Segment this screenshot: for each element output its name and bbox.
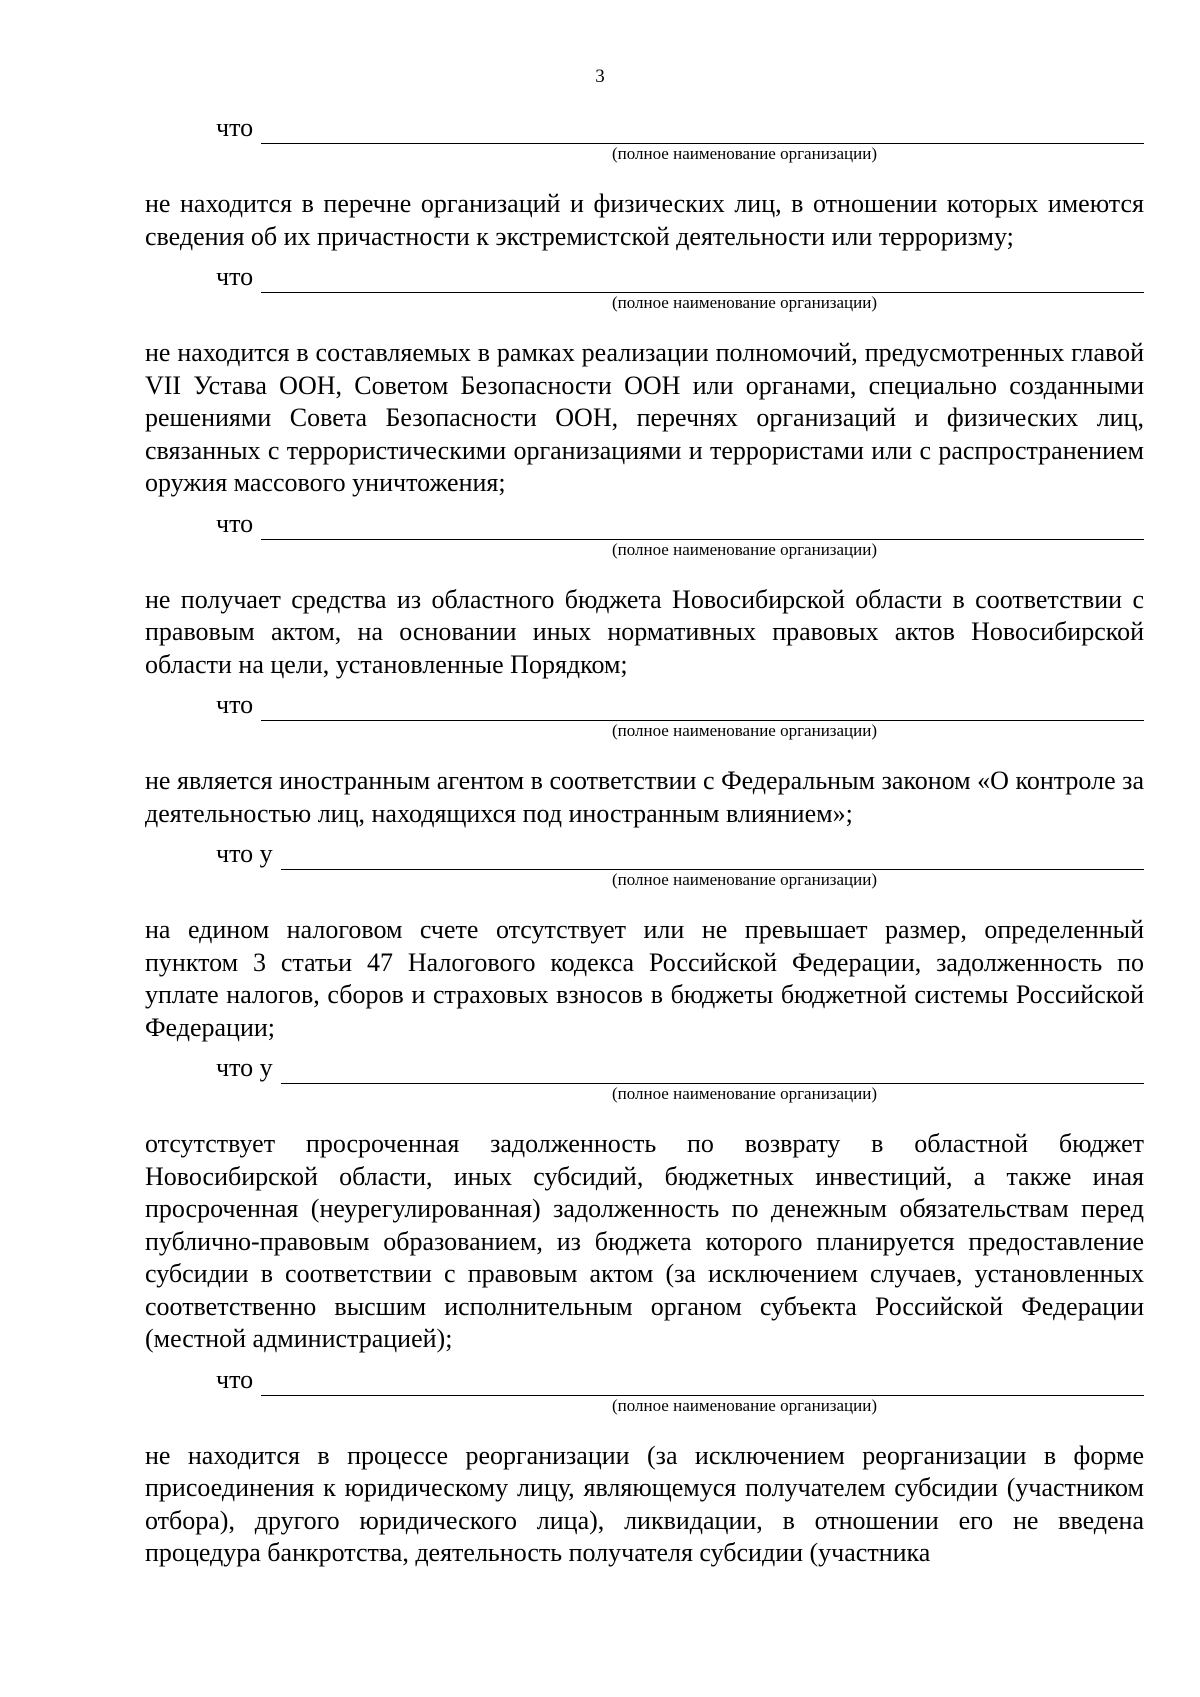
field-prefix: что у — [216, 839, 273, 868]
statement-paragraph: на едином налоговом счете отсутствует или не превышает размер, определенный пунктом 3 статьи 47 Налогового кодекса Российской Федерации, задолженность по уплате налогов, сборов и страховых взносов в бюджеты бюджетной системы Российской Федерации; — [145, 915, 1144, 1042]
org-name-field-row — [216, 687, 1144, 721]
org-name-blank-line — [261, 112, 1144, 144]
statement-paragraph: не находится в перечне организаций и физических лиц, в отношении которых имеются сведения об их причастности к экстремистской деятельности или терроризму; — [145, 189, 1144, 251]
org-name-field-row — [216, 1362, 1144, 1396]
org-name-field-row — [216, 1050, 1144, 1084]
org-name-blank-line — [261, 261, 1144, 293]
org-name-blank-line — [261, 689, 1144, 721]
page-number: 3 — [595, 66, 605, 87]
org-name-blank-line — [281, 838, 1144, 870]
field-caption: (полное наименование организации) — [611, 1084, 878, 1103]
field-prefix: что — [216, 508, 254, 538]
document-body — [145, 110, 1144, 1576]
org-name-blank-line — [261, 1364, 1144, 1396]
field-caption: (полное наименование организации) — [611, 293, 878, 312]
field-prefix: что у — [216, 1053, 273, 1082]
field-prefix: что — [216, 690, 254, 719]
field-caption: (полное наименование организации) — [611, 721, 878, 740]
field-caption: (полное наименование организации) — [611, 144, 878, 163]
org-name-field-row — [216, 259, 1144, 293]
org-name-field-row — [216, 836, 1144, 870]
field-caption: (полное наименование организации) — [611, 539, 878, 559]
statement-paragraph: не находится в составляемых в рамках реализации полномочий, предусмотренных главой VII Устава ООН, Советом Безопасности ООН или органами, специально созданными решениями Совета Безопасности ООН, перечнях организаций и физических лиц, связанных с террористическими организациями и террористами или с распространением оружия массового уничтожения; — [145, 338, 1144, 497]
org-name-field-row — [216, 110, 1144, 144]
statement-paragraph: не находится в процессе реорганизации (за исключением реорганизации в форме присоединения к юридическому лицу, являющемуся получателем субсидии (участником отбора), другого юридического лица), ликвидации, в отношении его не введена процедура банкротства, деятельность получателя субсидии (участника — [145, 1440, 1144, 1567]
field-caption: (полное наименование организации) — [611, 1395, 878, 1415]
org-name-blank-line — [261, 508, 1144, 540]
org-name-field-row — [216, 506, 1144, 540]
field-prefix: что — [216, 262, 254, 291]
org-name-blank-line — [281, 1052, 1144, 1084]
statement-paragraph: не является иностранным агентом в соответствии с Федеральным законом «О контроле за деятельностью лиц, находящихся под иностранным влиянием»; — [145, 766, 1144, 828]
statement-paragraph: отсутствует просроченная задолженность по возврату в областной бюджет Новосибирской области, иных субсидий, бюджетных инвестиций, а также иная просроченная (неурегулированная) задолженность по денежным обязательствам перед публично-правовым образованием, из бюджета которого планируется предоставление субсидии в соответствии с правовым актом (за исключением случаев, установленных соответственно высшим исполнительным органом субъекта Российской Федерации (местной администрацией); — [145, 1129, 1144, 1353]
field-caption: (полное наименование организации) — [611, 870, 878, 889]
field-prefix: что — [216, 113, 254, 142]
statement-paragraph: не получает средства из областного бюджета Новосибирской области в соответствии с правовым актом, на основании иных нормативных правовых актов Новосибирской области на цели, установленные Порядком; — [145, 584, 1144, 679]
field-prefix: что — [216, 1364, 254, 1394]
